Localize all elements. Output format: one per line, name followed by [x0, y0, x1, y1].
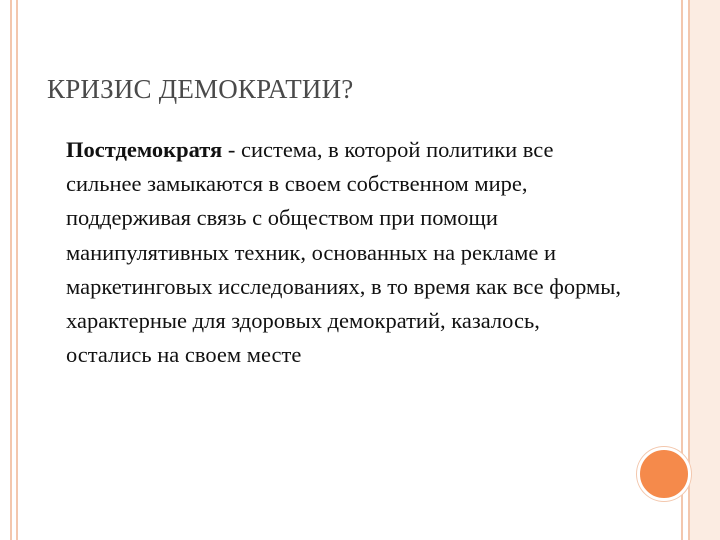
term-separator: -	[222, 137, 241, 162]
decorative-circle	[637, 447, 691, 501]
left-border-line-inner	[16, 0, 18, 540]
slide-title: КРИЗИС ДЕМОКРАТИИ?	[47, 74, 354, 104]
definition-paragraph	[66, 133, 631, 372]
definition-text: система, в которой политики все сильнее замыкаются в своем собственном мире, поддерживая связь с обществом при помощи манипулятивных техник, основанных на рекламе и маркетинговых исследованиях, в то время как все формы, характерные для здоровых демократий, казалось, остались на своем месте	[66, 137, 621, 368]
right-side-panel	[690, 0, 720, 540]
defined-term: Постдемократя	[66, 137, 223, 162]
left-border-line-outer	[10, 0, 12, 540]
